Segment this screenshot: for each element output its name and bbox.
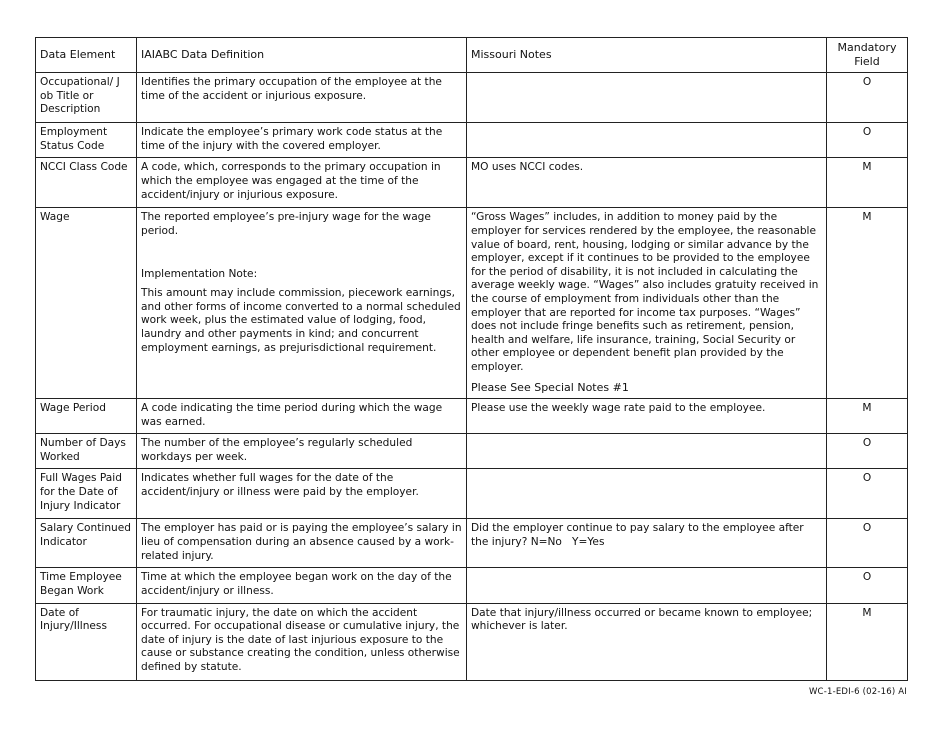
implementation-note-label: Implementation Note:: [141, 267, 258, 280]
row-definition: Time at which the employee began work on the day of the accident/injury or illness.: [137, 568, 467, 603]
definition-text: The reported employee’s pre-injury wage for the wage period.: [141, 211, 431, 237]
row-mandatory: M: [827, 603, 908, 680]
row-notes: [467, 568, 827, 603]
row-notes: MO uses NCCI codes.: [467, 158, 827, 208]
notes-text: Did the employer continue to pay salary to the employee after the injury?: [471, 522, 804, 549]
table-header-row: [36, 38, 908, 73]
row-element: Time Employee Began Work: [36, 568, 137, 603]
table-row: [36, 434, 908, 469]
table-row: [36, 469, 908, 519]
row-notes: [467, 469, 827, 519]
row-notes: Date that injury/illness occurred or became known to employee; whichever is later.: [467, 603, 827, 680]
row-mandatory: O: [827, 469, 908, 519]
row-notes: [467, 434, 827, 469]
special-note: Please See Special Notes #1: [471, 380, 629, 394]
row-definition: [137, 208, 467, 399]
table-row: [36, 519, 908, 568]
row-mandatory: M: [827, 399, 908, 434]
row-notes: [467, 73, 827, 123]
row-definition: The number of the employee’s regularly scheduled workdays per week.: [137, 434, 467, 469]
data-element-table: [35, 37, 908, 681]
row-definition: The employer has paid or is paying the employee’s salary in lieu of compensation during an absence caused by a work-related injury.: [137, 519, 467, 568]
row-mandatory: O: [827, 73, 908, 123]
notes-text: “Gross Wages” includes, in addition to money paid by the employer for services rendered by the employee, the reasonable value of board, rent, housing, lodging or similar advance by the employer, except if it continues to be provided to the employee for the period of disability, it is not included in calculating the average weekly wage. “Wages” also includes gratuity received in the course of employment from individuals other than the employer that are reported for income tax purposes. “Wages” does not include fringe benefits such as retirement, pension, health and welfare, life insurance, training, Social Security or other employee or dependent benefit plan provided by the employer.: [471, 211, 819, 373]
table-row: [36, 603, 908, 680]
table-row: [36, 123, 908, 158]
row-definition: A code, which, corresponds to the primary occupation in which the employee was engaged at the time of the accident/injury or injurious exposure.: [137, 158, 467, 208]
header-mandatory-field: Mandatory Field: [827, 38, 908, 73]
table-row: [36, 158, 908, 208]
row-mandatory: O: [827, 568, 908, 603]
row-element: Date of Injury/Illness: [36, 603, 137, 680]
row-mandatory: O: [827, 519, 908, 568]
row-definition: Indicate the employee’s primary work code status at the time of the injury with the covered employer.: [137, 123, 467, 158]
row-mandatory: O: [827, 434, 908, 469]
table-row: [36, 73, 908, 123]
header-data-element: Data Element: [36, 38, 137, 73]
row-element: Wage Period: [36, 399, 137, 434]
table-row: [36, 568, 908, 603]
row-definition: For traumatic injury, the date on which the accident occurred. For occupational disease or cumulative injury, the date of injury is the date of last injurious exposure to the cause or substance creating the condition, unless otherwise defined by statute.: [137, 603, 467, 680]
row-notes: [467, 519, 827, 568]
row-mandatory: M: [827, 158, 908, 208]
row-element: Salary Continued Indicator: [36, 519, 137, 568]
row-element: Occupational/ J ob Title or Description: [36, 73, 137, 123]
table-row: [36, 208, 908, 399]
row-mandatory: M: [827, 208, 908, 399]
implementation-note-text: This amount may include commission, piecework earnings, and other forms of income converted to a normal scheduled work week, plus the estimated value of lodging, food, laundry and other payments in kind; and concurrent employment earnings, as prejurisdictional requirement.: [141, 287, 461, 354]
row-notes: [467, 123, 827, 158]
row-mandatory: O: [827, 123, 908, 158]
row-definition: Identifies the primary occupation of the employee at the time of the accident or injurious exposure.: [137, 73, 467, 123]
form-number-footer: WC-1-EDI-6 (02-16) AI: [808, 687, 907, 697]
header-missouri-notes: Missouri Notes: [467, 38, 827, 73]
table-row: [36, 399, 908, 434]
row-notes: [467, 208, 827, 399]
header-iaiabc-definition: IAIABC Data Definition: [137, 38, 467, 73]
row-element: Wage: [36, 208, 137, 399]
row-element: Full Wages Paid for the Date of Injury Indicator: [36, 469, 137, 519]
row-element: Employment Status Code: [36, 123, 137, 158]
row-element: NCCI Class Code: [36, 158, 137, 208]
row-element: Number of Days Worked: [36, 434, 137, 469]
row-definition: Indicates whether full wages for the date of the accident/injury or illness were paid by the employer.: [137, 469, 467, 519]
row-definition: A code indicating the time period during which the wage was earned.: [137, 399, 467, 434]
notes-codes: N=No Y=Yes: [530, 536, 605, 549]
row-notes: Please use the weekly wage rate paid to the employee.: [467, 399, 827, 434]
